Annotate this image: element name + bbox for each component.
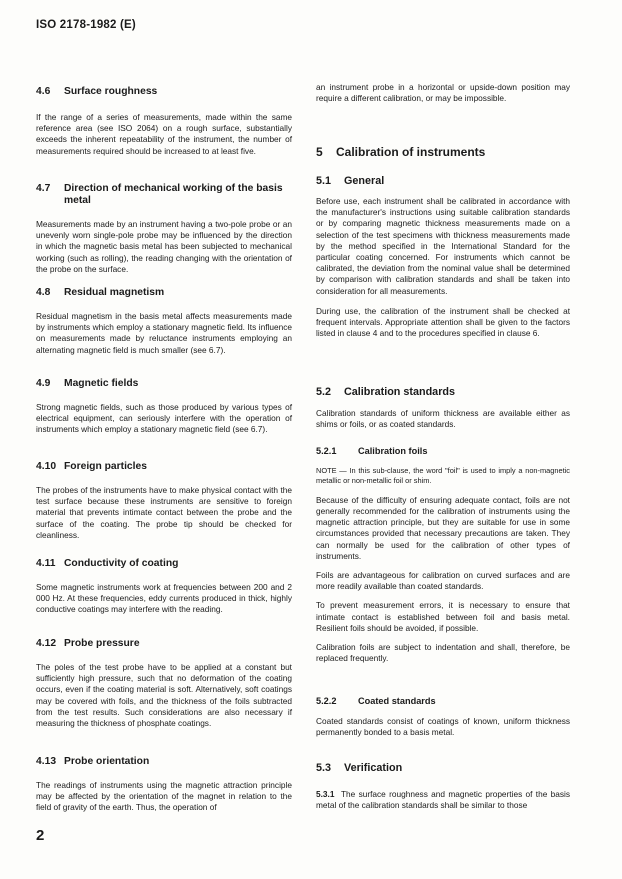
section-title: Residual magnetism bbox=[64, 287, 165, 298]
section-number: 4.10 bbox=[36, 461, 57, 472]
section-number: 5.3 bbox=[316, 762, 332, 774]
section-title: Magnetic fields bbox=[64, 378, 139, 389]
subsection-body: Coated standards consist of coatings of known, uniform thickness permanently bonded to a basis metal. bbox=[316, 716, 570, 738]
clause-number: 5 bbox=[316, 145, 323, 159]
clause-5 bbox=[316, 145, 570, 159]
section-body: Residual magnetism in the basis metal affects measurements made by instruments which employ a stationary magnetic field. Its influence on measurements made by reluctance instruments employing an alternating magnetic field is much smaller (see 6.7). bbox=[36, 311, 292, 355]
section-4-9 bbox=[36, 378, 292, 436]
subsection-body: The surface roughness and magnetic properties of the basis metal of the calibration standards shall be similar to those bbox=[316, 789, 570, 811]
section-body-2: During use, the calibration of the instrument shall be checked at frequent intervals. Appropriate attention shall be given to the factors listed in clause 4 and to the procedures specified in clause 6. bbox=[316, 305, 570, 339]
section-body: If the range of a series of measurements, made within the same reference area (see ISO 2064) on a rough surface, substantially exceeds the inherent repeatability of the instrument, the number of measurements required should be increased to at least five. bbox=[36, 112, 292, 156]
section-4-7 bbox=[36, 183, 292, 275]
section-5-2 bbox=[316, 386, 570, 430]
section-4-13 bbox=[36, 756, 292, 814]
subsection-number: 5.2.2 bbox=[316, 696, 337, 706]
section-number: 5.1 bbox=[316, 175, 332, 187]
section-title: Conductivity of coating bbox=[64, 558, 179, 569]
section-title: Verification bbox=[344, 762, 403, 774]
section-4-11 bbox=[36, 558, 292, 616]
page-number: 2 bbox=[36, 827, 45, 844]
section-body: Strong magnetic fields, such as those produced by various types of electrical equipment, can seriously interfere with the operation of instruments which employ a stationary magnetic field (see 6.7). bbox=[36, 402, 292, 435]
section-number: 4.6 bbox=[36, 86, 51, 97]
section-4-6 bbox=[36, 86, 292, 157]
note-text: NOTE — In this sub-clause, the word "foil" is used to imply a non-magnetic metallic or non-metallic foil or shim. bbox=[316, 466, 570, 486]
section-5-3 bbox=[316, 762, 570, 774]
section-body: Some magnetic instruments work at frequencies between 200 and 2 000 Hz. At these frequencies, eddy currents produced in thick, highly conductive coatings may interfere with the reading. bbox=[36, 582, 292, 615]
section-title: Direction of mechanical working of the basis metal bbox=[64, 183, 283, 206]
section-number: 4.13 bbox=[36, 756, 57, 767]
section-4-10 bbox=[36, 461, 292, 541]
section-body: Before use, each instrument shall be calibrated in accordance with the manufacturer's instructions using suitable calibration standards or by comparing magnetic thickness measurements made on a selection of the test specimens with thickness measurements made by the method specified in the International Standard for the particular coating concerned. For instruments which cannot be calibrated, the deviation from the nominal value shall be determined by comparison with calibration standards and shall be taken into consideration for all measurements. bbox=[316, 196, 570, 296]
subsection-number: 5.2.1 bbox=[316, 446, 337, 456]
section-5-2-1 bbox=[316, 446, 570, 664]
clause-title: Calibration of instruments bbox=[336, 145, 486, 159]
section-title: Surface roughness bbox=[64, 86, 158, 97]
section-number: 5.2 bbox=[316, 386, 332, 398]
section-4-12 bbox=[36, 638, 292, 729]
section-5-3-1 bbox=[316, 789, 570, 811]
subsection-body-2: Foils are advantageous for calibration on curved surfaces and are more readily available than coated standards. bbox=[316, 570, 570, 592]
subsection-number: 5.3.1 bbox=[316, 789, 335, 799]
section-4-8 bbox=[36, 287, 292, 356]
section-title: Calibration standards bbox=[344, 386, 455, 398]
section-body: The probes of the instruments have to make physical contact with the test surface because these instruments are sensitive to foreign material that prevents intimate contact between the probe and the surface of the coating. The probe tip should be checked for cleanliness. bbox=[36, 485, 292, 540]
section-body: Calibration standards of uniform thickness are available either as shims or foils, or as coated standards. bbox=[316, 408, 570, 430]
subsection-body-1: Because of the difficulty of ensuring adequate contact, foils are not generally recommended for the calibration of instruments using the magnetic attraction principle, but they are suitable for use in some circumstances provided that necessary precautions are taken. They can normally be used for the calibration of other types of instruments. bbox=[316, 494, 570, 561]
section-number: 4.8 bbox=[36, 287, 51, 298]
section-5-2-2 bbox=[316, 696, 570, 738]
section-number: 4.7 bbox=[36, 183, 51, 194]
section-number: 4.12 bbox=[36, 638, 57, 649]
subsection-title: Coated standards bbox=[358, 696, 436, 706]
section-number: 4.11 bbox=[36, 558, 56, 569]
section-5-1 bbox=[316, 175, 570, 339]
section-title: Probe pressure bbox=[64, 638, 140, 649]
section-body: Measurements made by an instrument having a two-pole probe or an unevenly worn single-pole probe may be influenced by the direction in which the magnetic basis metal has been subjected to mechanical working (such as rolling), the reading changing with the orientation of the probe on the surface. bbox=[36, 219, 292, 274]
document-header: ISO 2178-1982 (E) bbox=[36, 19, 136, 31]
continued-paragraph: an instrument probe in a horizontal or upside-down position may require a different calibration, or may be impossible. bbox=[316, 82, 570, 104]
subsection-body-4: Calibration foils are subject to indentation and shall, therefore, be replaced frequently. bbox=[316, 642, 570, 664]
section-body: The readings of instruments using the magnetic attraction principle may be affected by the orientation of the magnet in relation to the field of gravity of the earth. Thus, the operation of bbox=[36, 780, 292, 813]
subsection-title: Calibration foils bbox=[358, 446, 428, 456]
section-title: General bbox=[344, 175, 385, 187]
section-title: Foreign particles bbox=[64, 461, 147, 472]
subsection-body-3: To prevent measurement errors, it is necessary to ensure that intimate contact is established between foil and basis metal. Resilient foils should be avoided, if possible. bbox=[316, 600, 570, 633]
continued-text bbox=[316, 82, 570, 104]
section-title: Probe orientation bbox=[64, 756, 150, 767]
section-number: 4.9 bbox=[36, 378, 51, 389]
section-body: The poles of the test probe have to be applied at a constant but sufficiently high pressure, such that no deformation of the coating occurs, even if the coating material is soft. Alternatively, soft coatings may be covered with foils, and the thickness of the foils subtracted from the test results. Such considerations are also necessary if measuring the thickness of phosphate coatings. bbox=[36, 662, 292, 729]
